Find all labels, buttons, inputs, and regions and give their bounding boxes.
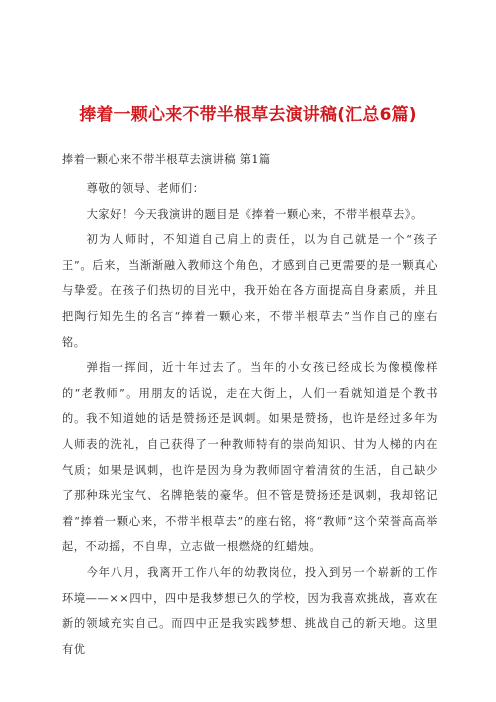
body-paragraph: 大家好！今天我演讲的题目是《捧着一颗心来，不带半根草去》。 <box>86 207 423 221</box>
body-paragraph: 弹指一挥间，近十年过去了。当年的小女孩已经成长为像模像样的“老教师”。用朋友的话说，走在大街上，人们一看就知道是个教书的。我不知道她的话是赞扬还是讽刺。如果是赞扬，也许是经过多年为人师表的洗礼，自己获得了一种教师特有的崇尚知识、甘为人梯的内在气质；如果是讽刺，也许是因为身为教师固守着清贫的生活，自己缺少了那种珠光宝气、名牌艳装的豪华。但不管是赞扬还是讽刺，我却铭记着“捧着一颗心来，不带半根草去”的座右铭，将“教师”这个荣誉高高举起，不动摇，不自卑，立志做一根燃烧的红蜡烛。 <box>62 361 438 554</box>
salutation-paragraph: 尊敬的领导、老师们： <box>86 182 205 195</box>
section-heading: 捧着一颗心来不带半根草去演讲稿 第1篇 <box>62 153 271 166</box>
body-paragraph: 今年八月，我离开工作八年的幼教岗位，投入到另一个崭新的工作环境——××四中，四中是我梦想已久的学校，因为我喜欢挑战，喜欢在新的领域充实自己。而四中正是我实践梦想、挑战自己的新天地。这里有优 <box>62 565 438 656</box>
body-paragraph: 初为人师时，不知道自己肩上的责任，以为自己就是一个“孩子王”。后来，当渐渐融入教师这个角色，才感到自己更需要的是一颗真心与挚爱。在孩子们热切的目光中，我开始在各方面提高自身素质，并且把陶行知先生的名言“捧着一颗心来，不带半根草去”当作自己的座右铭。 <box>62 233 438 349</box>
document-body <box>62 176 438 662</box>
document-title: 捧着一颗心来不带半根草去演讲稿(汇总6篇) <box>79 105 417 125</box>
